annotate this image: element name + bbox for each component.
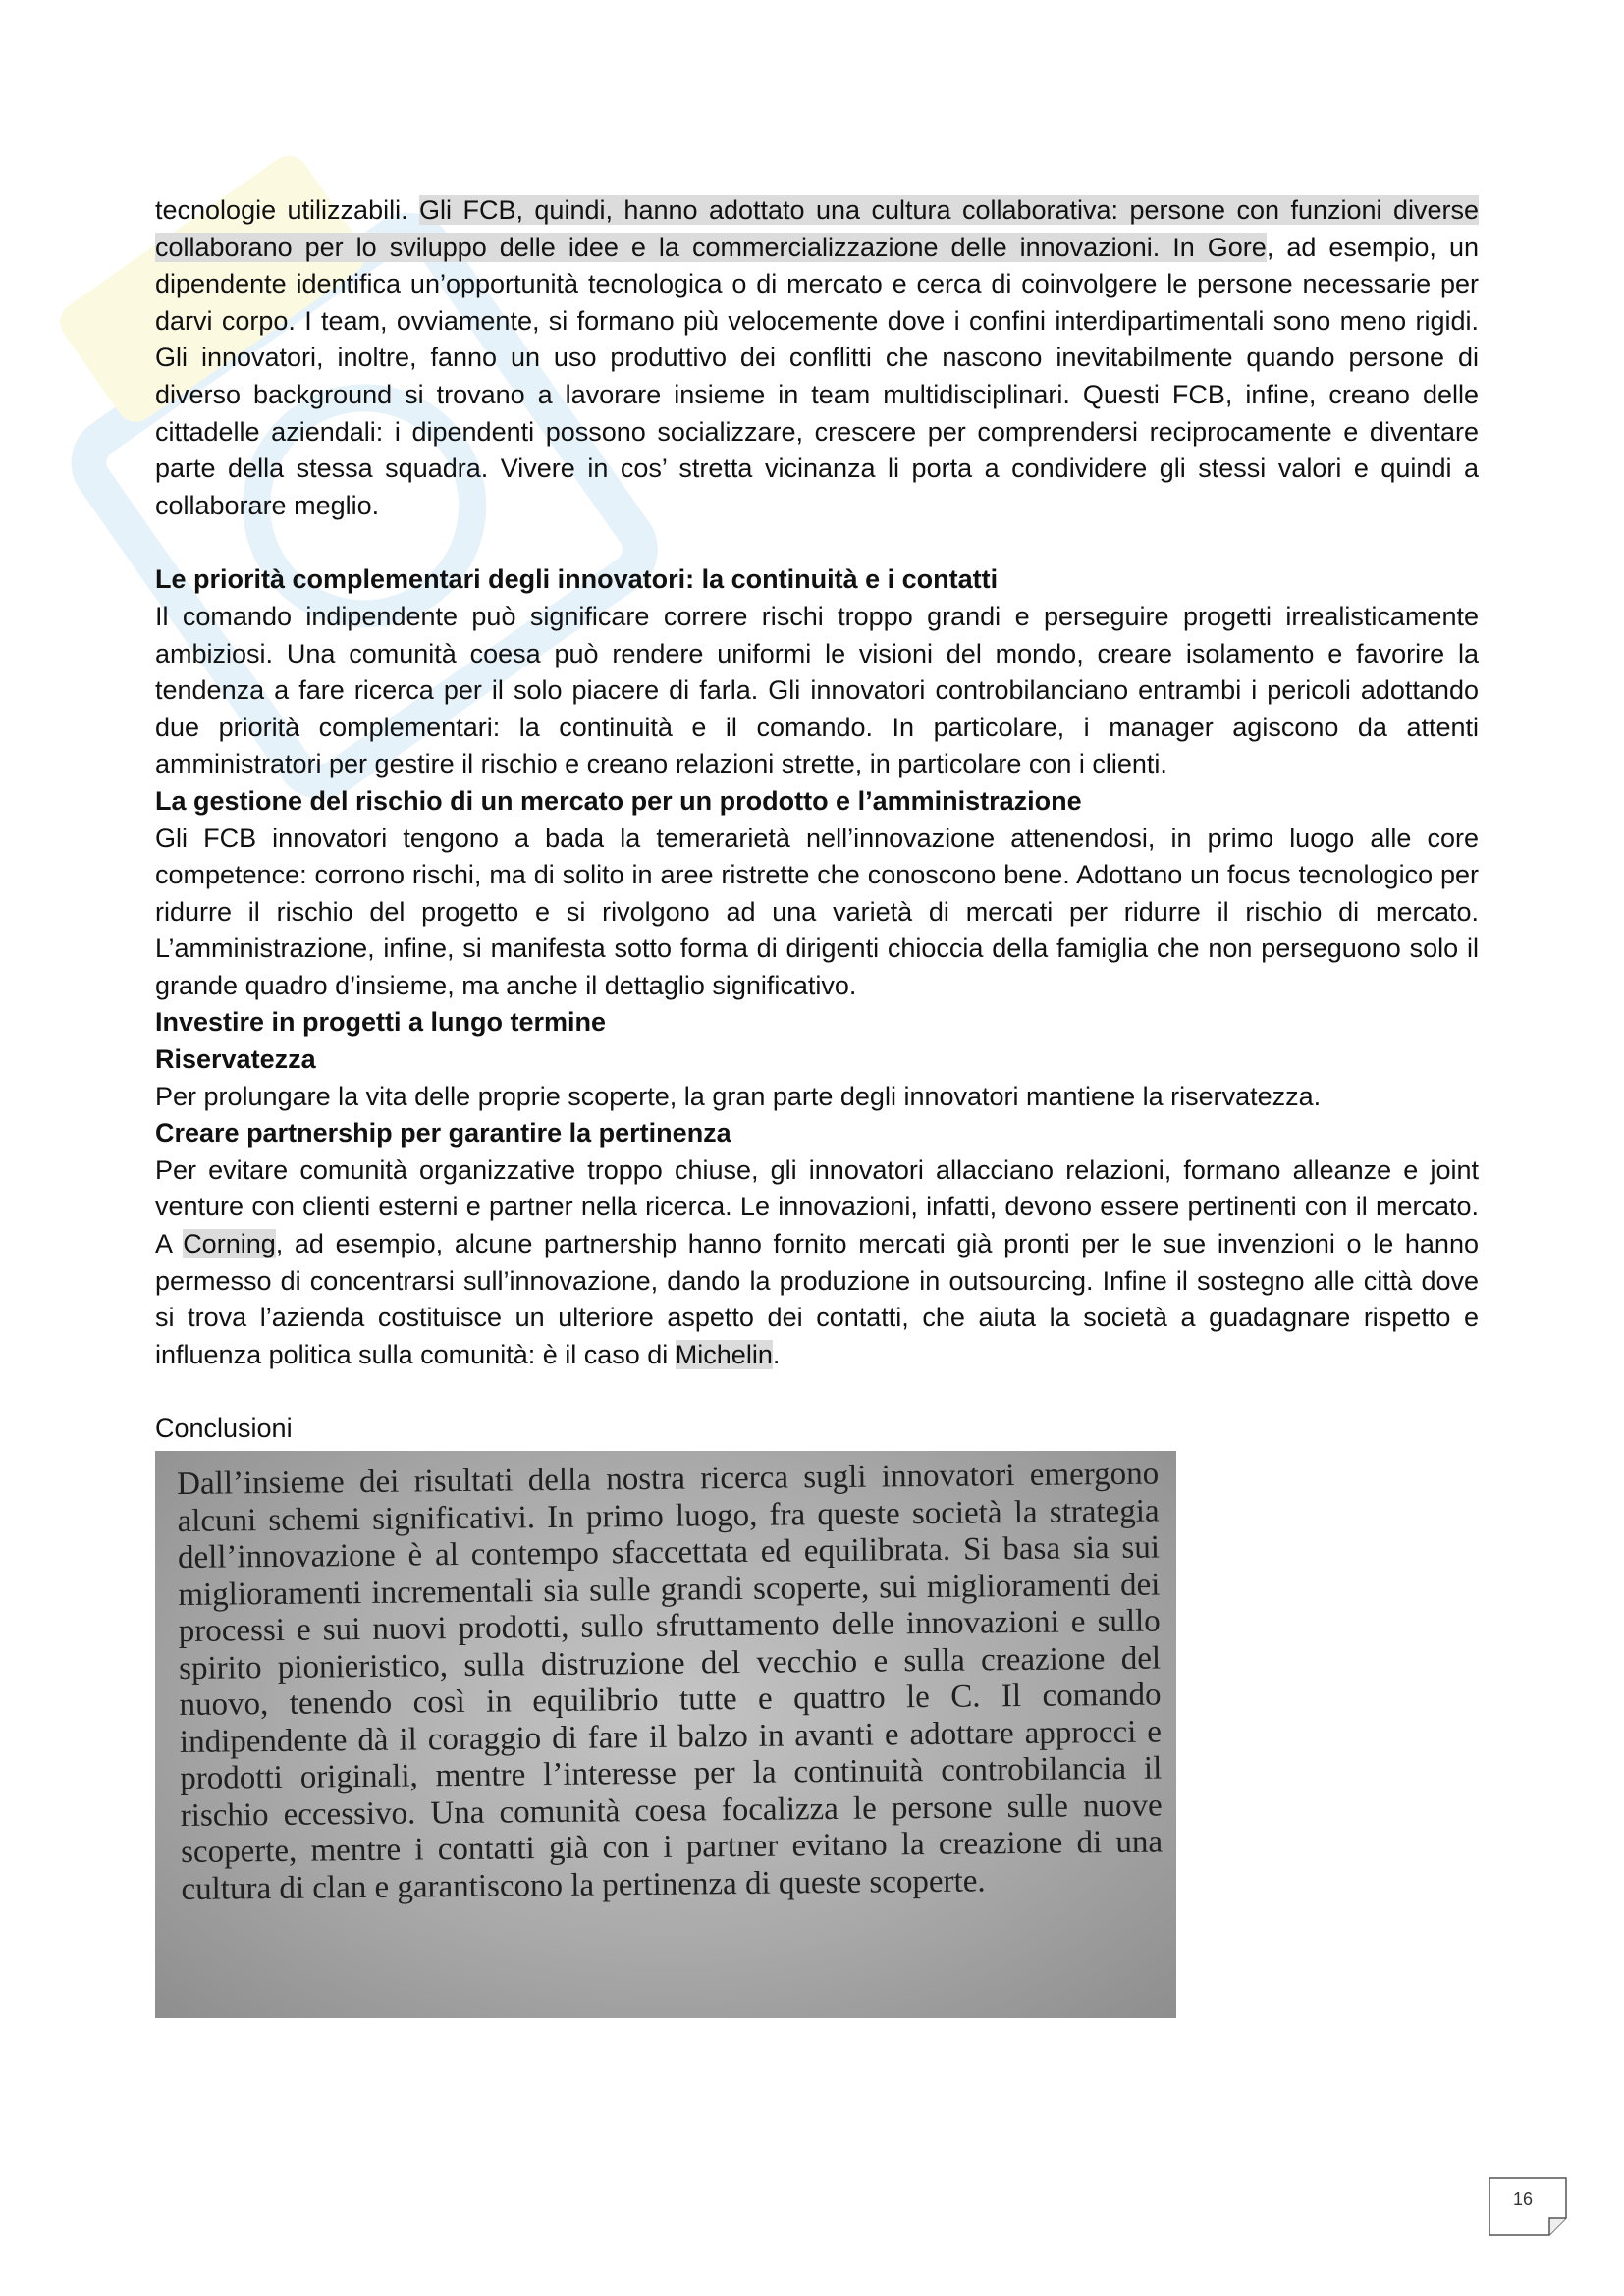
heading-priorita-complementari: Le priorità complementari degli innovatori: la continuità e i contatti bbox=[155, 564, 999, 595]
highlight-michelin: Michelin bbox=[675, 1339, 773, 1369]
paragraph-gestione-rischio: Gli FCB innovatori tengono a bada la temerarietà nell’innovazione attenendosi, in primo luogo alle core competence: corrono rischi, ma di solito in aree ristrette che conoscono bene. Adottano un focus tecnologico per ridurre il rischio del progetto e si rivolgono ad una varietà di mercati per ridurre il rischio di mercato. L’amministrazione, infine, si manifesta sotto forma di dirigenti chioccia della famiglia che non perseguono solo il grande quadro d’insieme, ma anche il dettaglio significativo. bbox=[155, 823, 1479, 1000]
heading-riservatezza: Riservatezza bbox=[155, 1044, 316, 1075]
document-body bbox=[155, 192, 1479, 1448]
paragraph-partnership: Per evitare comunità organizzative troppo chiuse, gli innovatori allacciano relazioni, formano alleanze e joint venture con clienti esterni e partner nella ricerca. Le innovazioni, infatti, devono essere pertinenti con il mercato. A Corning, ad esempio, alcune partnership hanno fornito mercati già pronti per le sue invenzioni o le hanno permesso di concentrarsi sull’innovazione, dando la produzione in outsourcing. Infine il sostegno alle città dove si trova l’azienda costituisce un ulteriore aspetto dei contatti, che aiuta la società a guadagnare rispetto e influenza politica sulla comunità: è il caso di Michelin. bbox=[155, 1154, 1479, 1369]
highlight-gore: Gore bbox=[1207, 232, 1267, 262]
scanned-text: Dall’insieme dei risultati della nostra ricerca sugli innovatori emergono alcuni schemi significativi. In primo luogo, fra queste società la strategia dell’innovazione è al contempo sfaccettata ed equilibrata. Si basa sia sui miglioramenti incrementali sia sulle grandi scoperte, sui miglioramenti dei processi e sui nuovi prodotti, sullo sfruttamento delle innovazioni e sullo spirito pionieristico, sulla distruzione del vecchio e sulla creazione del nuovo, tenendo così in equilibrio tutte e quattro le C. Il comando indipendente dà il coraggio di fare il balzo in avanti e adottare approcci e prodotti originali, mentre l’interesse per la continuità controbilancia il rischio eccessivo. Una comunità coesa focalizza le persone sulle nuove scoperte, mentre i contatti già con i partner evitano la creazione di una cultura di clan e garantiscono la pertinenza di queste scoperte. bbox=[177, 1456, 1164, 1907]
heading-lungo-termine: Investire in progetti a lungo termine bbox=[155, 1007, 607, 1038]
scanned-book-excerpt bbox=[155, 1451, 1176, 2018]
page-number: 16 bbox=[1512, 2189, 1534, 2209]
paragraph-cultura-collaborativa: tecnologie utilizzabili. Gli FCB, quindi, hanno adottato una cultura collaborativa: persone con funzioni diverse collaborano per lo sviluppo delle idee e la commercializzazione delle innovazioni. In Gore, ad esempio, un dipendente identifica un’opportunità tecnologica o di mercato e cerca di coinvolgere le persone necessarie per darvi corpo. I team, ovviamente, si formano più velocemente dove i confini interdipartimentali sono meno rigidi. Gli innovatori, inoltre, fanno un uso produttivo dei conflitti che nascono inevitabilmente quando persone di diverso background si trovano a lavorare insieme in team multidisciplinari. Questi FCB, infine, creano delle cittadelle aziendali: i dipendenti possono socializzare, crescere per comprendersi reciprocamente e diventare parte della stessa squadra. Vivere in cos’ stretta vicinanza li porta a condividere gli stessi valori e quindi a collaborare meglio. bbox=[155, 195, 1480, 520]
heading-partnership: Creare partnership per garantire la pertinenza bbox=[155, 1118, 731, 1148]
page-number-box bbox=[1489, 2177, 1567, 2236]
paragraph-riservatezza: Per prolungare la vita delle proprie scoperte, la gran parte degli innovatori mantiene la riservatezza. bbox=[155, 1081, 1322, 1111]
highlighted-text: Gli FCB, quindi, hanno adottato una cultura collaborativa: persone con funzioni diverse collaborano per lo sviluppo delle idee e la commercializzazione delle innovazioni. In bbox=[155, 195, 1480, 262]
label-conclusioni: Conclusioni bbox=[155, 1414, 293, 1444]
highlight-corning: Corning bbox=[183, 1229, 276, 1259]
heading-gestione-rischio: La gestione del rischio di un mercato per un prodotto e l’amministrazione bbox=[155, 785, 1082, 816]
paragraph-priorita: Il comando indipendente può significare correre rischi troppo grandi e perseguire progetti irrealisticamente ambiziosi. Una comunità coesa può rendere uniformi le visioni del mondo, creare isolamento e favorire la tendenza a fare ricerca per il solo piacere di farla. Gli innovatori controbilanciano entrambi i pericoli adottando due priorità complementari: la continuità e il comando. In particolare, i manager agiscono da attenti amministratori per gestire il rischio e creano relazioni strette, in particolare con i clienti. bbox=[155, 601, 1479, 779]
